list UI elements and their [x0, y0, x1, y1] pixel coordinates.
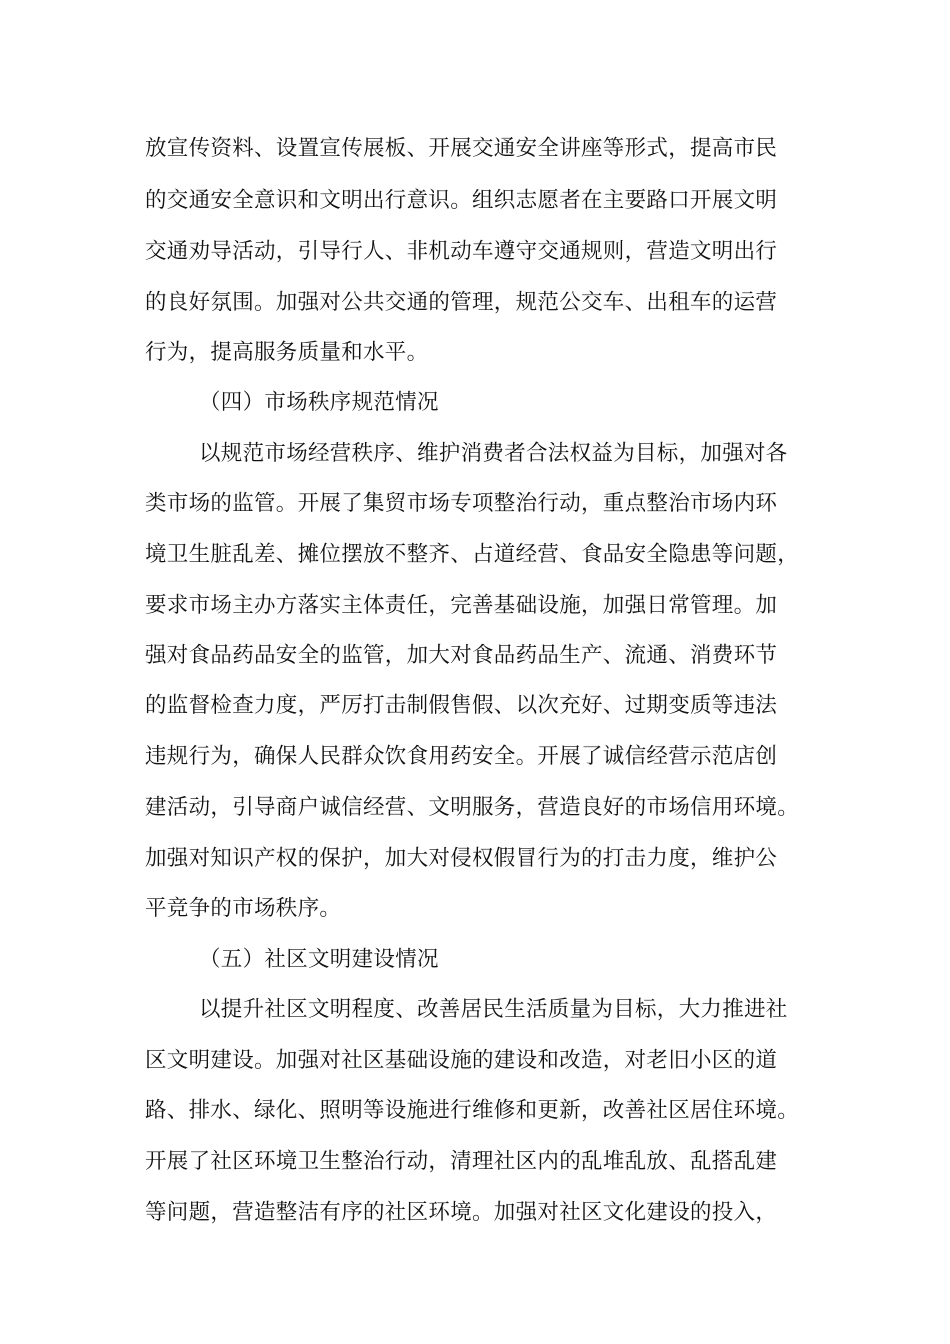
paragraph-line: 违规行为，确保人民群众饮食用药安全。开展了诚信经营示范店创 — [145, 744, 778, 769]
paragraph-line: 交通劝导活动，引导行人、非机动车遵守交通规则，营造文明出行 — [145, 239, 778, 264]
paragraph-line: 的交通安全意识和文明出行意识。组织志愿者在主要路口开展文明 — [145, 188, 778, 213]
paragraph-line: 路、排水、绿化、照明等设施进行维修和更新，改善社区居住环境。 — [145, 1098, 800, 1123]
paragraph-line: 类市场的监管。开展了集贸市场专项整治行动，重点整治市场内环 — [145, 491, 778, 516]
paragraph-line: 建活动，引导商户诚信经营、文明服务，营造良好的市场信用环境。 — [145, 795, 800, 820]
paragraph-line: 开展了社区环境卫生整治行动，清理社区内的乱堆乱放、乱搭乱建 — [145, 1149, 778, 1174]
paragraph-line: 等问题，营造整洁有序的社区环境。加强对社区文化建设的投入， — [145, 1200, 778, 1225]
paragraph-line: 要求市场主办方落实主体责任，完善基础设施，加强日常管理。加 — [145, 593, 778, 618]
paragraph-line: 加强对知识产权的保护，加大对侵权假冒行为的打击力度，维护公 — [145, 846, 778, 871]
paragraph-line: 区文明建设。加强对社区基础设施的建设和改造，对老旧小区的道 — [145, 1048, 778, 1073]
paragraph-line: 以提升社区文明程度、改善居民生活质量为目标，大力推进社 — [199, 997, 788, 1022]
paragraph-line: 以规范市场经营秩序、维护消费者合法权益为目标，加强对各 — [199, 441, 788, 466]
paragraph-line: 平竞争的市场秩序。 — [145, 896, 342, 921]
paragraph-line: 的监督检查力度，严厉打击制假售假、以次充好、过期变质等违法 — [145, 693, 778, 718]
paragraph-line: 行为，提高服务质量和水平。 — [145, 340, 429, 365]
paragraph-line: 的良好氛围。加强对公共交通的管理，规范公交车、出租车的运营 — [145, 290, 778, 315]
paragraph-line: 强对食品药品安全的监管，加大对食品药品生产、流通、消费环节 — [145, 643, 778, 668]
section-heading-5: （五）社区文明建设情况 — [199, 947, 439, 972]
section-heading-4: （四）市场秩序规范情况 — [199, 390, 439, 415]
paragraph-line: 境卫生脏乱差、摊位摆放不整齐、占道经营、食品安全隐患等问题， — [145, 542, 800, 567]
paragraph-line: 放宣传资料、设置宣传展板、开展交通安全讲座等形式，提高市民 — [145, 136, 778, 161]
